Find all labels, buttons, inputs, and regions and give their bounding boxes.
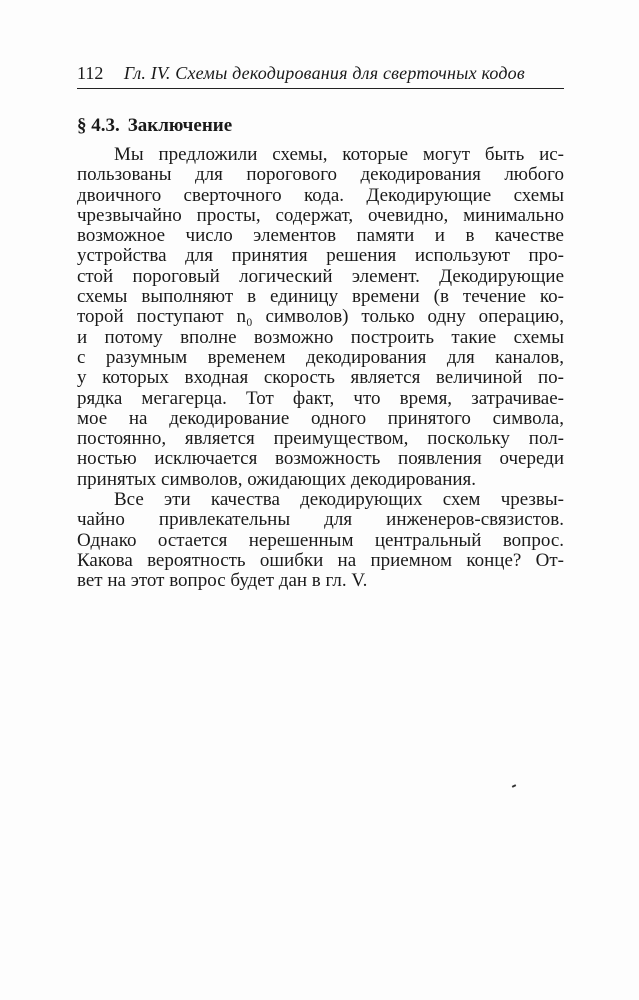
text-line: мое на декодирование одного принятого символа, <box>77 407 564 429</box>
page-number: 112 <box>77 63 104 83</box>
running-head <box>77 58 564 88</box>
text-line: возможное число элементов памяти и в качестве <box>77 225 564 247</box>
header-rule <box>77 88 564 89</box>
chapter-title: Гл. IV. Схемы декодирования для сверточных кодов <box>123 63 525 83</box>
paragraph-1 <box>77 145 564 490</box>
text-line: вет на этот вопрос будет дан в гл. V. <box>77 570 368 592</box>
ink-speck <box>512 784 516 788</box>
section-number: § 4.3. <box>77 115 120 136</box>
text-line: торой поступают n₀ символов) только одну операцию, <box>77 306 564 328</box>
text-line: принятых символов, ожидающих декодирования. <box>77 468 477 490</box>
text-line: Мы предложили схемы, которые могут быть ис- <box>114 144 564 165</box>
text-line: ностью исключается возможность появления очереди <box>77 448 564 470</box>
text-line: двоичного сверточного кода. Декодирующие схемы <box>77 184 564 206</box>
text-line: рядка мегагерца. Тот факт, что время, затрачивае- <box>77 387 564 409</box>
text-line: Однако остается нерешенным центральный вопрос. <box>77 529 564 551</box>
text-line: у которых входная скорость является величиной по- <box>77 367 564 389</box>
text-line: Все эти качества декодирующих схем чрезвы- <box>114 489 564 511</box>
text-line: чрезвычайно просты, содержат, очевидно, минимально <box>77 204 564 226</box>
text-line: постоянно, является преимуществом, поскольку пол- <box>77 428 564 450</box>
section-title: Заключение <box>127 115 233 136</box>
text-line: с разумным временем декодирования для каналов, <box>77 346 564 368</box>
text-line: и потому вполне возможно построить такие схемы <box>77 326 564 348</box>
body-text <box>77 145 564 592</box>
text-line: чайно привлекательны для инженеров-связистов. <box>77 509 564 531</box>
section-heading <box>77 113 232 139</box>
paragraph-2 <box>77 490 564 591</box>
text-line: пользованы для порогового декодирования любого <box>77 164 564 186</box>
text-line: Какова вероятность ошибки на приемном конце? От- <box>77 549 564 571</box>
text-line: схемы выполняют в единицу времени (в течение ко- <box>77 286 564 308</box>
text-line: стой пороговый логический элемент. Декодирующие <box>77 265 564 287</box>
text-line: устройства для принятия решения используют про- <box>77 245 564 267</box>
